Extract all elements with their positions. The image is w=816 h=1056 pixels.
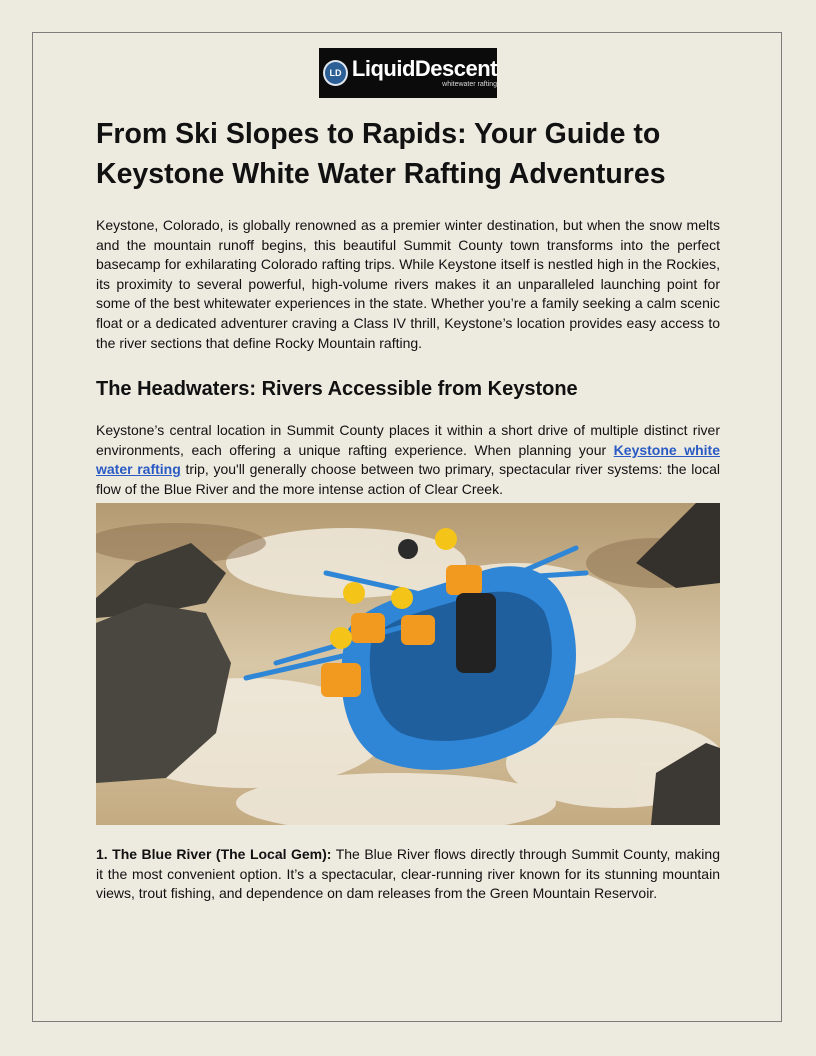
headwaters-paragraph (96, 421, 720, 499)
article-title: From Ski Slopes to Rapids: Your Guide to Keystone White Water Rafting Adventures (96, 118, 666, 190)
article-content (96, 114, 720, 500)
logo-wordmark: LiquidDescent (351, 56, 497, 81)
blue-river-label: 1. The Blue River (The Local Gem): (96, 846, 332, 862)
logo-tagline: whitewater rafting (442, 81, 497, 88)
rafting-photo (96, 503, 720, 825)
guide-wetsuit (456, 593, 496, 673)
section-heading: The Headwaters: Rivers Accessible from Keystone (96, 378, 578, 401)
keystone-rafting-link[interactable]: Keystone white water rafting (96, 441, 720, 478)
headwaters-text-before: Keystone’s central location in Summit County places it within a short drive of multiple distinct river environments, each offering a unique rafting experience. When planning your (96, 422, 720, 458)
rafting-illustration (96, 503, 720, 825)
blue-river-text: The Blue River flows directly through Summit County, making it the most convenient option. It’s a spectacular, clear-running river known for its stunning mountain views, trout fishing, and dependence on dam releases from the Green Mountain Reservoir. (96, 846, 720, 902)
intro-paragraph: Keystone, Colorado, is globally renowned as a premier winter destination, but when the snow melts and the mountain runoff begins, this beautiful Summit County town transforms into the perfect basecamp for exhilarating Colorado rafting trips. While Keystone itself is nestled high in the Rockies, its proximity to several powerful, high-volume rivers makes it an unparalleled launching point for some of the best whitewater experiences in the state. Whether you’re a family seeking a calm scenic float or a dedicated adventurer craving a Class IV thrill, Keystone’s location provides easy access to the river sections that define Rocky Mountain rafting. (96, 217, 720, 351)
logo-emblem-icon: LD (323, 60, 348, 86)
blue-river-paragraph (96, 845, 720, 904)
brand-logo[interactable] (319, 48, 497, 98)
headwaters-text-after: trip, you'll generally choose between two primary, spectacular river systems: the local flow of the Blue River and the more intense action of Clear Creek. (96, 461, 720, 497)
logo-text (352, 58, 497, 88)
guide-helmet (398, 539, 418, 559)
